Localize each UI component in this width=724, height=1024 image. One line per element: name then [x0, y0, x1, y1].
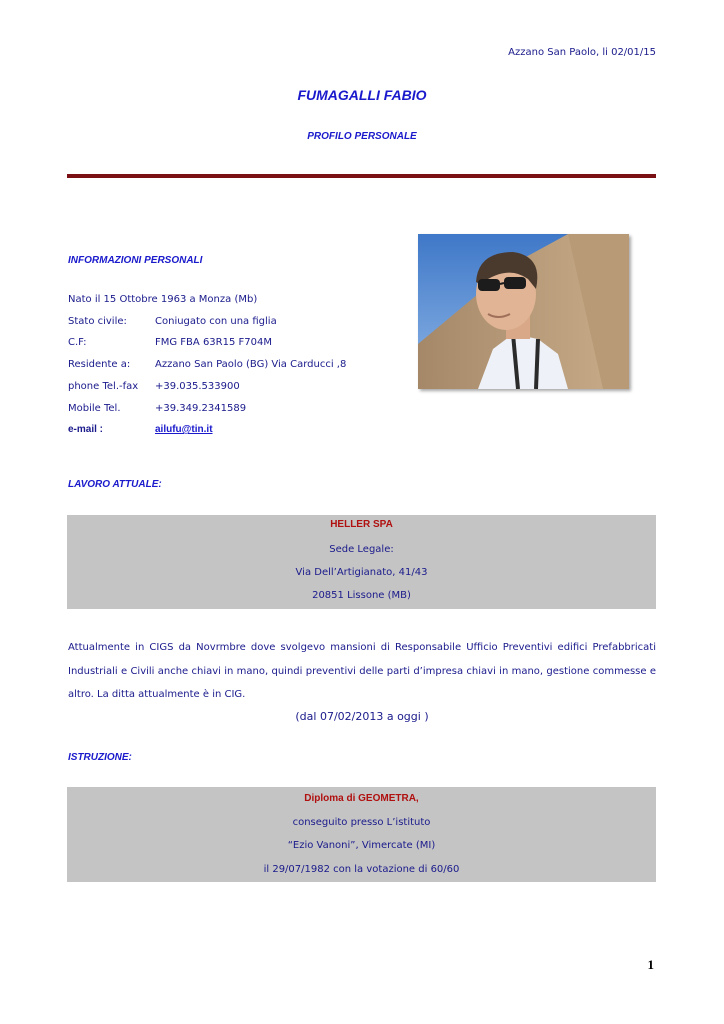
residence-row: [68, 359, 346, 370]
header-divider: [67, 174, 656, 178]
page-number: 1: [647, 957, 654, 972]
tax-code-row: [68, 337, 272, 348]
info-value: Azzano San Paolo (BG) Via Carducci ,8: [155, 359, 347, 370]
education-heading: ISTRUZIONE:: [68, 752, 132, 763]
job-period: (dal 07/02/2013 a oggi ): [295, 710, 429, 723]
employer-box: [67, 515, 656, 609]
birth-info: Nato il 15 Ottobre 1963 a Monza (Mb): [68, 294, 258, 305]
info-value: FMG FBA 63R15 F704M: [155, 337, 272, 348]
profile-photo: [418, 234, 629, 389]
email-row: [68, 424, 213, 435]
job-description: Attualmente in CIGS da Novrmbre dove svolgevo mansioni di Responsabile Ufficio Preventivi edifici Prefabbricati Industriali e Civili anche chiavi in mano, quindi preventivi delle parti d’impresa chiavi in mano, gestione commesse e altro. La ditta attualmente è in CIG.: [68, 642, 656, 700]
person-name: FUMAGALLI FABIO: [297, 87, 427, 103]
info-label: Mobile Tel.: [68, 403, 121, 414]
mobile-row: [68, 403, 246, 414]
info-label: phone Tel.-fax: [68, 381, 139, 392]
company-name: HELLER SPA: [330, 519, 393, 530]
personal-info-heading: INFORMAZIONI PERSONALI: [68, 255, 203, 266]
employer-address: Via Dell’Artigianato, 41/43: [295, 567, 428, 578]
phone-row: [68, 381, 240, 392]
info-label: C.F:: [68, 337, 87, 348]
info-value: +39.349.2341589: [155, 403, 247, 414]
graduation-info: il 29/07/1982 con la votazione di 60/60: [263, 864, 460, 875]
current-job-heading: LAVORO ATTUALE:: [68, 479, 162, 490]
info-value: Coniugato con una figlia: [155, 316, 277, 327]
email-link[interactable]: ailufu@tin.it: [155, 424, 213, 435]
info-value: +39.035.533900: [155, 381, 240, 392]
employer-city: 20851 Lissone (MB): [312, 590, 411, 601]
employer-line-1: Sede Legale:: [329, 544, 394, 555]
education-box: [67, 787, 656, 882]
school-name: “Ezio Vanoni”, Vimercate (MI): [287, 840, 436, 851]
document-subtitle: PROFILO PERSONALE: [307, 131, 417, 142]
education-line-1: conseguito presso L’istituto: [292, 817, 431, 828]
diploma-title: Diploma di GEOMETRA,: [304, 793, 419, 804]
info-label: Stato civile:: [68, 316, 127, 327]
info-label: Residente a:: [68, 359, 131, 370]
place-date: Azzano San Paolo, li 02/01/15: [508, 47, 656, 58]
marital-status-row: [68, 316, 277, 327]
email-label: e-mail :: [68, 424, 104, 435]
